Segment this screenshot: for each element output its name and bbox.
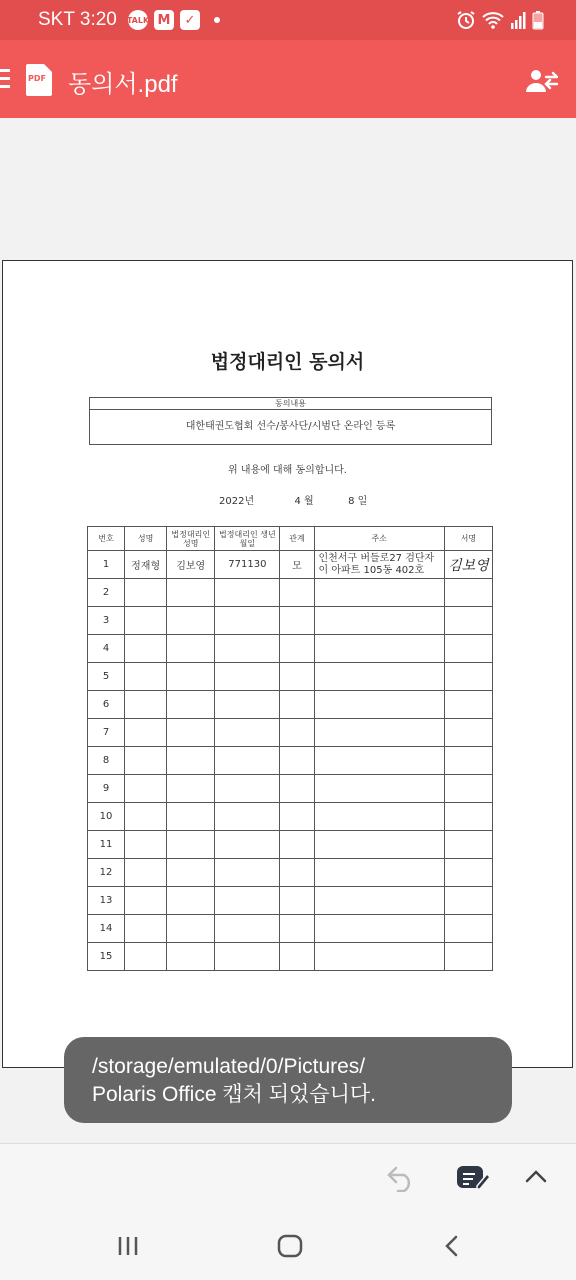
table-row: [88, 635, 493, 663]
share-user-icon[interactable]: [526, 68, 558, 94]
wifi-icon: [482, 10, 504, 30]
notification-icons: [128, 10, 220, 30]
signal-icon: [510, 11, 526, 29]
undo-icon[interactable]: [386, 1164, 418, 1192]
row-number: 1: [88, 551, 125, 579]
table-row: [88, 887, 493, 915]
status-bar: [0, 0, 576, 40]
table-row: [88, 803, 493, 831]
row-number: 11: [88, 831, 125, 859]
row-number: 13: [88, 887, 125, 915]
alarm-icon: [456, 10, 476, 30]
status-time: SKT 3:20: [38, 9, 117, 30]
table-row: [88, 691, 493, 719]
row-number: 9: [88, 775, 125, 803]
shopping-bag-icon: ✓: [180, 10, 200, 30]
pdf-file-icon: PDF: [26, 64, 52, 96]
system-icons: [456, 10, 544, 30]
row-number: 6: [88, 691, 125, 719]
table-row: [88, 607, 493, 635]
agree-statement: 위 내용에 대해 동의합니다.: [228, 465, 347, 476]
home-icon[interactable]: [277, 1234, 303, 1258]
row-number: 15: [88, 943, 125, 971]
table-row: [88, 747, 493, 775]
row-name: 정재형: [125, 551, 167, 579]
row-birth: 771130: [215, 551, 280, 579]
date-month: 4 월: [294, 496, 314, 507]
row-number: 3: [88, 607, 125, 635]
header-guardian-birth: 법정대리인 생년월일: [215, 527, 280, 551]
toast-line-1: /storage/emulated/0/Pictures/: [92, 1055, 366, 1078]
table-header-row: [88, 527, 493, 551]
kakaotalk-icon: TALK: [128, 10, 148, 30]
recent-apps-icon[interactable]: [116, 1234, 140, 1258]
chevron-up-icon[interactable]: [524, 1168, 548, 1184]
document-title: 법정대리인 동의서: [210, 351, 365, 373]
document-date: [219, 492, 367, 507]
table-row: [88, 831, 493, 859]
row-number: 12: [88, 859, 125, 887]
header-number: 번호: [88, 527, 125, 551]
header-guardian-name: 법정대리인 성명: [167, 527, 215, 551]
mail-m-icon: M: [154, 10, 174, 30]
header-relation: 관계: [280, 527, 314, 551]
date-year: 2022년: [219, 496, 255, 507]
consent-text: 대한태권도협회 선수/봉사단/시범단 온라인 등록: [185, 421, 396, 432]
consent-box: [89, 397, 492, 445]
bottom-toolbar: [0, 1143, 576, 1212]
row-number: 14: [88, 915, 125, 943]
back-icon[interactable]: [442, 1234, 460, 1258]
document-page[interactable]: [2, 260, 573, 1068]
battery-icon: [532, 10, 544, 30]
row-number: 10: [88, 803, 125, 831]
navigation-bar: [0, 1212, 576, 1280]
handwritten-signature: 김보영: [444, 551, 492, 579]
header-signature: 서명: [444, 527, 492, 551]
row-number: 2: [88, 579, 125, 607]
consent-header: 동의내용: [90, 398, 491, 410]
table-row: [88, 719, 493, 747]
date-day: 8 일: [348, 496, 368, 507]
header-address: 주소: [314, 527, 444, 551]
table-row: [88, 859, 493, 887]
table-row: [88, 663, 493, 691]
header-name: 성명: [125, 527, 167, 551]
app-bar: [0, 40, 576, 118]
row-number: 4: [88, 635, 125, 663]
table-row: [88, 943, 493, 971]
table-row: [88, 579, 493, 607]
capture-toast: [64, 1037, 512, 1123]
table-row: [88, 775, 493, 803]
document-viewer[interactable]: [0, 118, 576, 1143]
table-row: [88, 551, 493, 579]
more-notifications-dot-icon: [214, 17, 220, 23]
menu-icon[interactable]: [0, 69, 10, 89]
row-number: 8: [88, 747, 125, 775]
row-guardian: 김보영: [167, 551, 215, 579]
file-title: 동의서.pdf: [68, 71, 178, 98]
row-number: 5: [88, 663, 125, 691]
toast-line-2: Polaris Office 캡처 되었습니다.: [92, 1083, 376, 1106]
row-number: 7: [88, 719, 125, 747]
table-row: [88, 915, 493, 943]
row-address: 인천서구 버들로27 검단자이 아파트 105동 402호: [314, 551, 444, 579]
edit-document-icon[interactable]: [455, 1164, 491, 1192]
signature-table: [87, 526, 493, 971]
row-relation: 모: [280, 551, 314, 579]
